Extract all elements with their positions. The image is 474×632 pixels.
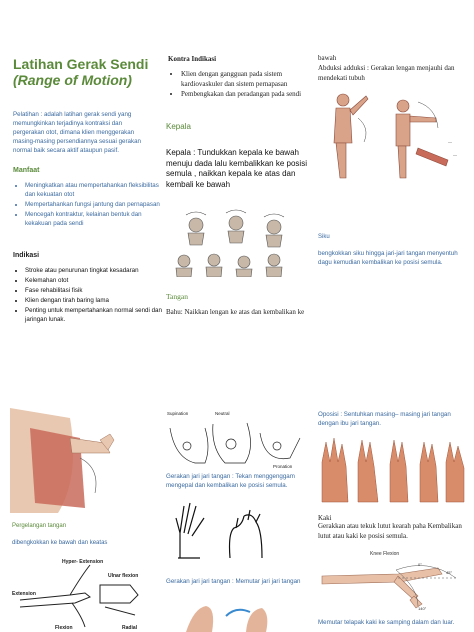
label-neutral: Neutral — [215, 411, 230, 416]
head-movement-figure — [166, 205, 306, 277]
list-item: • Fase rehabilitasi fisik — [25, 286, 165, 295]
label-hyperextension-1: Hyper- Extension — [62, 559, 104, 565]
list-item: • Penting untuk mempertahankan normal sendi dan jaringan lunak. — [25, 306, 165, 324]
list-item: • Pembengkakan dan peradangan pada sendi — [181, 90, 321, 100]
label-supination: Supination — [167, 411, 189, 416]
manfaat-heading: Manfaat — [13, 167, 40, 174]
tangan-text: Bahu: Naikkan lengan ke atas dan kembalikan ke — [166, 308, 305, 316]
label-ulnar: Ulnar flexion — [108, 573, 139, 579]
kaki-heading: Kaki — [318, 514, 332, 522]
fingers-figure — [170, 498, 280, 564]
list-item: • Mencegah kontraktur, kelainan bentuk dan kekakuan pada sendi — [25, 210, 165, 228]
list-item: • Kelemahan otot — [25, 276, 165, 285]
finger-rotation-figure — [166, 600, 286, 632]
indikasi-heading: Indikasi — [13, 252, 40, 259]
svg-text:45°: 45° — [446, 570, 453, 575]
jari-caption-1: Gerakan jari jari tangan : Tekan menggenggam mengepal dan kembalikan ke posisi semula. — [166, 473, 295, 489]
page-title — [13, 56, 163, 88]
title-italic: (Range of Motion) — [13, 72, 132, 88]
wrist-movement-figure — [10, 555, 150, 632]
intro-text: Pelatihan : adalah latihan gerak sendi yang memungkinkan terjadinya kontraksi dan pergerakan otot, dimana klien menggerakan masing-masing persendiannya sesuai gerakan normal baik secara aktif ataupun pasif. — [13, 111, 141, 154]
kepala-text: Kepala : Tundukkan kepala ke bawah menuju dada lalu kembalikkan ke posisi semula , naikkan kepala ke atas dan kembali ke bawah — [166, 148, 307, 189]
list-item: • Klien dengan gangguan pada sistem kardiovaskuler dan sistem pernapasan — [181, 70, 321, 89]
upper-arm-rotation-figure — [10, 408, 150, 513]
kepala-heading: Kepala — [166, 122, 191, 131]
list-item: • Mempertahankan fungsi jantung dan pernapasan — [25, 200, 165, 209]
svg-text:—: — — [448, 139, 452, 144]
siku-text: bengkokkan siku hingga jari-jari tangan menyentuh dagu kemudian kembalikan ke posisi semula. — [318, 250, 458, 266]
list-item: • Meningkatkan atau mempertahankan fleksibilitas dan kekuatan otot — [25, 181, 165, 199]
shoulder-abduction-figure — [318, 88, 468, 184]
label-flexion: Flexion — [55, 625, 73, 631]
kontra-list — [170, 70, 321, 101]
knee-flexion-label: Knee Flexion — [370, 551, 400, 557]
tangan-heading: Tangan — [166, 292, 188, 301]
svg-text:0°: 0° — [418, 562, 422, 567]
label-pronation: Pronation — [273, 464, 293, 469]
kaki-text: Gerakkan atau tekuk lutut kearah paha Kembalikan lutut atau kaki ke posisi semula. — [318, 522, 462, 540]
label-extension: Extension — [12, 591, 36, 597]
kaki-bottom-text: Memutar telapak kaki ke samping dalam dan luar. — [318, 619, 455, 626]
title-main: Latihan Gerak Sendi — [13, 56, 149, 72]
col3-continuation: bawah — [318, 54, 337, 62]
forearm-rotation-figure — [165, 408, 307, 470]
jari-caption-2: Gerakan jari jari tangan : Memutar jari jari tangan — [166, 578, 301, 585]
thumb-opposition-figure — [318, 432, 468, 504]
list-item: • Stroke atau penurunan tingkat kesadaran — [25, 266, 165, 275]
svg-text:—: — — [453, 152, 457, 157]
label-radial: Radial — [122, 625, 138, 631]
oposisi-text: Oposisi : Sentuhkan masing– masing jari tangan dengan ibu jari tangan. — [318, 411, 451, 427]
indikasi-list — [14, 266, 165, 325]
pergelangan-heading: Pergelangan tangan — [12, 523, 67, 529]
pergelangan-text: dibengkokkan ke bawah dan keatas — [12, 540, 108, 546]
svg-text:140°: 140° — [418, 606, 427, 611]
manfaat-list — [14, 181, 165, 229]
abduksi-text: Abduksi adduksi : Gerakan lengan menjauhi dan mendekati tubuh — [318, 64, 455, 82]
kontra-heading: Kontra Indikasi — [168, 55, 217, 63]
list-item: • Klien dengan tirah baring lama — [25, 296, 165, 305]
knee-flexion-figure — [318, 548, 468, 612]
siku-heading: Siku — [318, 234, 330, 240]
